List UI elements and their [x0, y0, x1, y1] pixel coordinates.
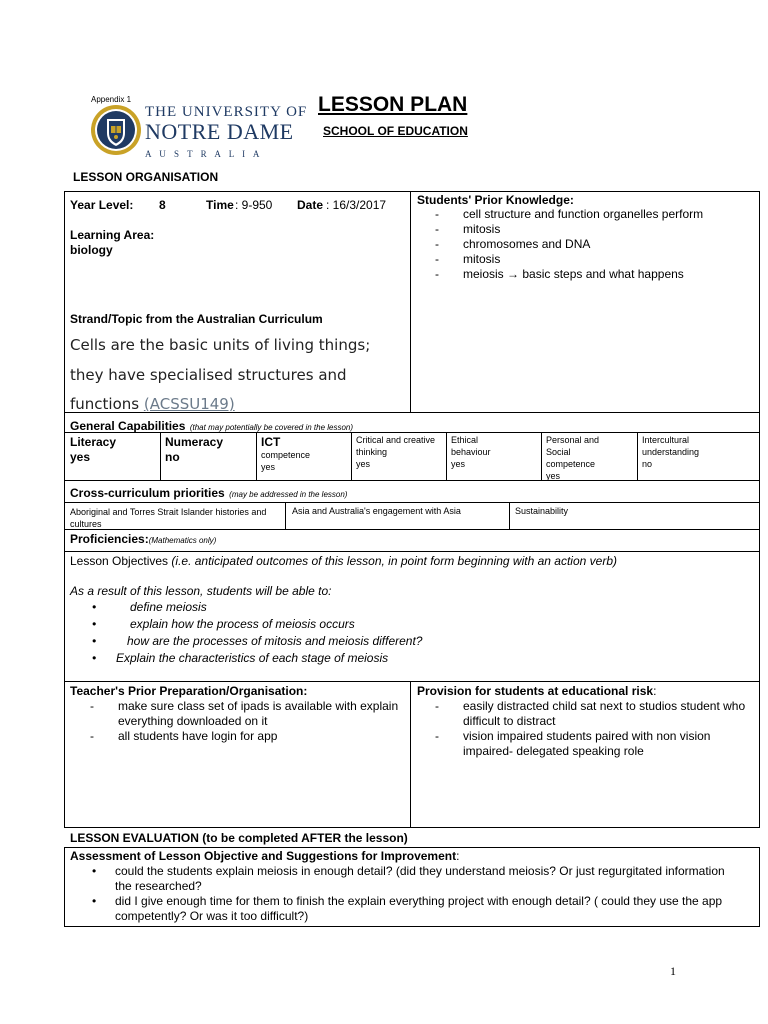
time-label: Time [206, 198, 234, 212]
capability-value: yes [356, 459, 371, 469]
capability-personal-social [546, 434, 621, 482]
proficiencies-label: Proficiencies: [70, 532, 149, 546]
capability-intercultural [642, 434, 734, 470]
page-title: LESSON PLAN [318, 93, 468, 116]
objective-text: Explain the characteristics of each stage of meiosis [116, 651, 389, 665]
date-value: : 16/3/2017 [326, 198, 387, 212]
objectives-list [92, 599, 422, 667]
objectives-label: Lesson Objectives [70, 554, 169, 568]
cross-curriculum-item: Aboriginal and Torres Strait Islander histories and cultures [70, 507, 267, 529]
year-level-value: 8 [159, 198, 166, 212]
provision-label: Provision for students at educational risk [417, 684, 654, 698]
capability-name: Literacy [70, 435, 117, 449]
list-item: - meiosis → basic steps and what happens [417, 267, 755, 282]
logo-line-2: NOTRE DAME [145, 119, 294, 144]
appendix-label: Appendix 1 [91, 95, 132, 104]
capability-name: ICT [261, 435, 281, 449]
list-item: - mitosis [417, 222, 755, 237]
cross-curriculum-item: Asia and Australia's engagement with Asia [292, 506, 461, 516]
list-item: • could the students explain meiosis in enough detail? (did they understand meiosis? Or just regurgitated information the researched? [92, 864, 725, 893]
capability-value: yes [546, 471, 561, 481]
general-capabilities-note: (that may potentially be covered in the lesson) [189, 423, 354, 432]
list-item: - all students have login for app [72, 729, 404, 744]
learning-area-value: biology [70, 243, 113, 257]
list-item: • Explain the characteristics of each stage of meiosis [92, 651, 389, 665]
capability-value: yes [70, 450, 91, 464]
capability-ict [261, 435, 310, 473]
evaluation-text: could the students explain meiosis in enough detail? (did they understand meiosis? Or just regurgitated information the researched? [115, 864, 725, 893]
capability-name: Personal and Social competence [546, 435, 600, 469]
proficiencies-heading [70, 530, 216, 548]
objectives-heading [70, 554, 617, 568]
cross-curriculum-heading [70, 484, 347, 502]
provision-label-suffix: : [653, 684, 657, 698]
capability-ethical-behaviour [451, 434, 511, 470]
preparation-list [72, 699, 404, 744]
year-level-label: Year Level: [70, 198, 134, 212]
list-item: - easily distracted child sat next to studios student who difficult to distract [417, 699, 753, 729]
capability-sub: competence [261, 450, 311, 460]
strand-description: Cells are the basic units of living things; they have specialised structures and functions [70, 336, 371, 413]
learning-area-label: Learning Area: [70, 228, 155, 242]
capability-name: Intercultural understanding [642, 435, 700, 457]
capability-value: yes [261, 462, 276, 472]
list-item: • explain how the process of meiosis occurs [92, 617, 355, 631]
strand-label: Strand/Topic from the Australian Curriculum [70, 312, 323, 326]
page-subtitle: SCHOOL OF EDUCATION [323, 124, 468, 138]
general-capabilities-label: General Capabilities [70, 419, 186, 433]
capability-name: Critical and creative thinking [356, 435, 436, 457]
evaluation-list [92, 864, 732, 924]
objective-text: how are the processes of mitosis and meiosis different? [127, 634, 423, 648]
logo-line-3: A U S T R A L I A [145, 149, 263, 159]
list-item: - chromosomes and DNA [417, 237, 755, 252]
list-item: - make sure class set of ipads is available with explain everything downloaded on it [72, 699, 404, 729]
list-item: - cell structure and function organelles perform [417, 207, 755, 222]
capability-critical-thinking [356, 434, 444, 470]
evaluation-subheading [70, 849, 459, 863]
objectives-note: (i.e. anticipated outcomes of this lesson, in point form beginning with an action verb) [171, 554, 617, 568]
logo-line-1: THE UNIVERSITY OF [145, 104, 308, 120]
list-item: - mitosis [417, 252, 755, 267]
objective-text: define meiosis [130, 600, 207, 614]
university-logo-text [145, 104, 307, 162]
time-value: : 9-950 [235, 198, 273, 212]
cross-curriculum-note: (may be addressed in the lesson) [229, 490, 348, 499]
list-item: • define meiosis [92, 600, 207, 614]
curriculum-code-link[interactable]: (ACSSU149) [143, 395, 235, 413]
proficiencies-note: (Mathematics only) [148, 536, 217, 545]
list-item: • how are the processes of mitosis and meiosis different? [92, 634, 423, 648]
cross-curriculum-label: Cross-curriculum priorities [70, 486, 225, 500]
page-number: 1 [670, 964, 676, 978]
capability-name: Ethical behaviour [451, 435, 491, 457]
date-label: Date [297, 198, 324, 212]
capability-literacy [70, 435, 116, 465]
provision-list [417, 699, 753, 759]
evaluation-text: did I give enough time for them to finish the explain everything project with enough detail? ( could they use the app competently? Or was it too difficult?) [115, 894, 723, 923]
objective-text: explain how the process of meiosis occurs [130, 617, 355, 631]
preparation-label: Teacher's Prior Preparation/Organisation: [70, 684, 308, 698]
capability-value: no [165, 450, 180, 464]
university-crest-icon [90, 104, 142, 156]
prior-knowledge-list [417, 207, 755, 282]
objectives-intro: As a result of this lesson, students will be able to: [70, 584, 332, 598]
provision-heading [417, 684, 656, 698]
capability-value: no [642, 459, 653, 469]
list-item: • did I give enough time for them to finish the explain everything project with enough detail? ( could they use the app competently? Or was it too difficult?) [92, 894, 723, 923]
capability-name: Numeracy [165, 435, 224, 449]
evaluation-label-suffix: : [456, 849, 460, 863]
cross-curriculum-item: Sustainability [515, 506, 569, 516]
capability-value: yes [451, 459, 466, 469]
evaluation-heading: LESSON EVALUATION (to be completed AFTER the lesson) [70, 831, 408, 845]
prior-knowledge-label: Students' Prior Knowledge: [417, 193, 574, 207]
evaluation-label: Assessment of Lesson Objective and Suggestions for Improvement [70, 849, 457, 863]
capability-numeracy [165, 435, 223, 465]
organisation-heading: LESSON ORGANISATION [73, 170, 219, 184]
list-item: - vision impaired students paired with non vision impaired- delegated speaking role [417, 729, 753, 759]
strand-text [70, 331, 406, 420]
